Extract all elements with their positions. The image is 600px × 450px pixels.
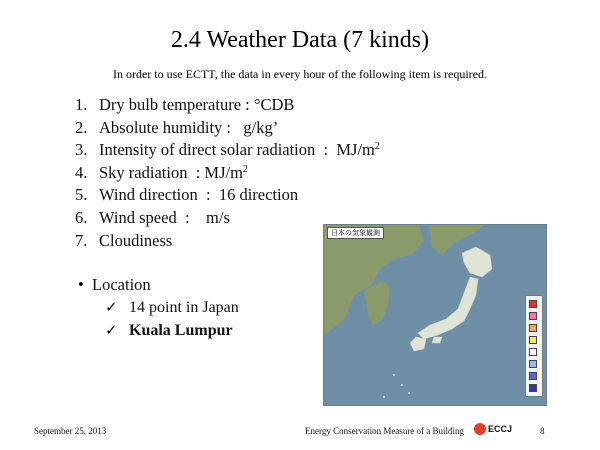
map-badge: 日本の気象観測 <box>327 227 384 239</box>
location-point <box>105 298 239 317</box>
footer-date: September 25, 2013 <box>34 426 107 436</box>
checkmark-icon: ✓ <box>105 298 118 316</box>
location-point <box>105 321 233 340</box>
location-heading <box>78 275 151 295</box>
legend-swatch <box>529 360 537 368</box>
location-point-text: Kuala Lumpur <box>129 322 233 339</box>
slide-title: 2.4 Weather Data (7 kinds) <box>170 27 430 53</box>
list-item: 1. Dry bulb temperature : °CDB <box>75 95 295 114</box>
item-text: Intensity of direct solar radiation : MJ/m <box>99 140 375 160</box>
list-item: 5. Wind direction : 16 direction <box>75 185 299 205</box>
location-label: Location <box>92 275 151 294</box>
map-legend <box>525 295 543 397</box>
location-point-text: 14 point in Japan <box>129 299 239 316</box>
map-graphic <box>324 225 546 405</box>
item-text: Dry bulb temperature : °CDB <box>99 95 295 114</box>
logo-mark-icon <box>474 423 486 435</box>
list-item: 4. Sky radiation : $MJ/m^2$ <box>75 162 248 182</box>
legend-swatch <box>529 324 537 332</box>
japan-station-map <box>323 224 547 406</box>
list-item: 3. Intensity of direct solar radiation : $MJ/m^2$ <box>75 140 380 160</box>
legend-swatch <box>529 372 537 380</box>
checkmark-icon: ✓ <box>105 321 118 339</box>
footer-title: Energy Conservation Measure of a Building <box>305 426 465 436</box>
slide-subtitle: In order to use ECTT, the data in every hour of the following item is required. <box>112 67 487 81</box>
list-item: 6. Wind speed : m/s <box>75 207 230 227</box>
item-text: Sky radiation : MJ/m <box>99 162 243 182</box>
legend-swatch <box>529 384 537 392</box>
superscript: 2 <box>242 163 248 175</box>
legend-swatch <box>529 348 537 356</box>
eccj-logo <box>474 423 512 435</box>
list-item: 7. Cloudiness <box>75 230 173 250</box>
legend-swatch <box>529 312 537 320</box>
item-text: Absolute humidity : g/kg’ <box>99 117 279 137</box>
item-text: Cloudiness <box>99 230 173 250</box>
page-number: 8 <box>540 426 545 436</box>
logo-text: ECCJ <box>488 424 513 434</box>
legend-swatch <box>529 336 537 344</box>
item-text: Wind speed : m/s <box>99 207 230 227</box>
japan-island <box>432 337 442 343</box>
superscript: 2 <box>374 141 380 153</box>
bullet-icon: • <box>78 275 84 294</box>
item-text: Wind direction : 16 direction <box>99 185 299 205</box>
list-item: 2. Absolute humidity : g/kg’ <box>75 117 279 137</box>
legend-swatch <box>529 300 537 308</box>
